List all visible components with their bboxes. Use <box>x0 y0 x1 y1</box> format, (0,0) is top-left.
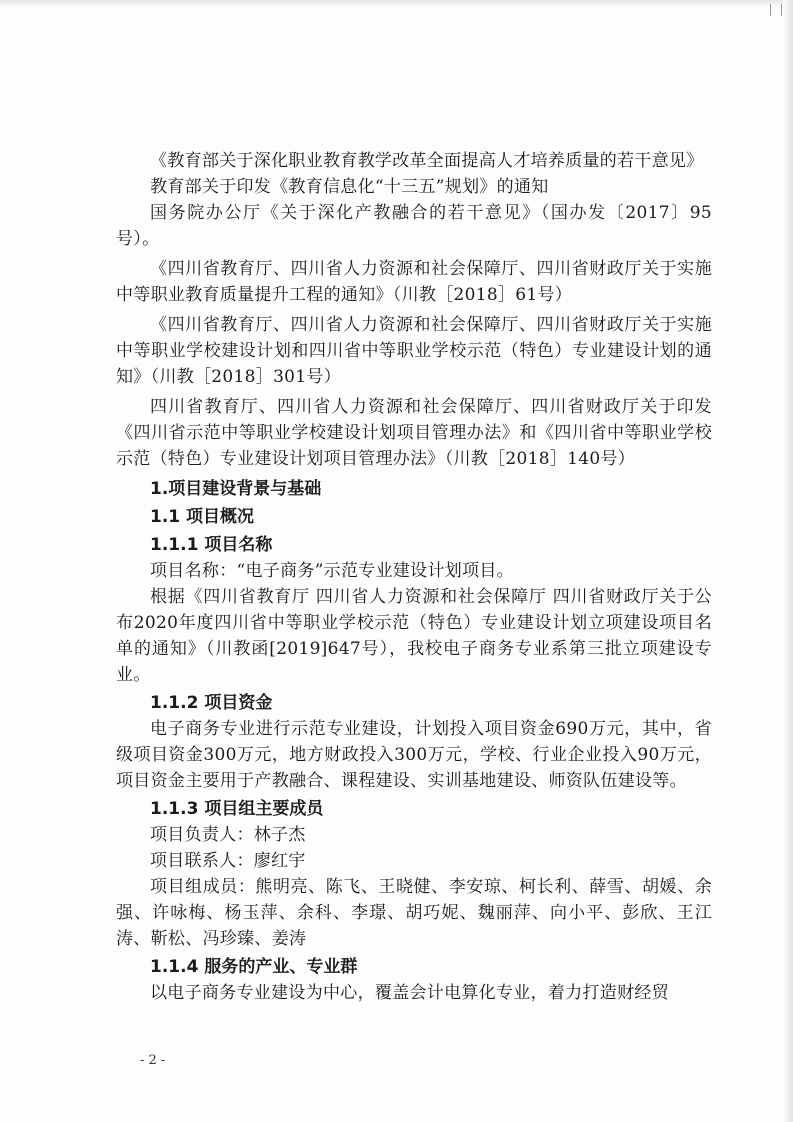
body-paragraph: 电子商务专业进行示范专业建设，计划投入项目资金690万元，其中，省级项目资金300万元，地方财政投入300万元，学校、行业企业投入90万元，项目资金主要用于产教融合、课程建设、实训基地建设、师资队伍建设等。 <box>116 719 712 791</box>
reference-paragraph: 《教育部关于深化职业教育教学改革全面提高人才培养质量的若干意见》 <box>150 151 704 171</box>
reference-paragraph: 《四川省教育厅、四川省人力资源和社会保障厅、四川省财政厅关于实施中等职业教育质量提升工程的通知》（川教［2018］61号） <box>116 259 712 305</box>
body-paragraph: 根据《四川省教育厅 四川省人力资源和社会保障厅 四川省财政厅关于公布2020年度四川省中等职业学校示范（特色）专业建设计划立项建设项目名单的通知》（川教函[2019]647号），我校电子商务专业系第三批立项建设专业。 <box>116 587 712 685</box>
subsubsection-heading: 1.1.2 项目资金 <box>150 693 273 713</box>
reference-paragraph: 国务院办公厅《关于深化产教融合的若干意见》（国办发〔2017〕95号）。 <box>116 203 712 249</box>
subsubsection-heading: 1.1.1 项目名称 <box>150 535 273 555</box>
subsubsection-heading: 1.1.4 服务的产业、专业群 <box>150 957 358 977</box>
body-paragraph: 项目组成员：熊明亮、陈飞、王晓健、李安琼、柯长利、薛雪、胡媛、余强、许咏梅、杨玉萍、余科、李璟、胡巧妮、魏丽萍、向小平、彭欣、王江涛、靳松、冯珍臻、姜涛 <box>116 877 712 949</box>
scan-edge-right <box>783 0 793 1122</box>
document-body <box>116 148 712 1006</box>
body-paragraph: 项目联系人：廖红宇 <box>150 851 306 871</box>
reference-paragraph: 教育部关于印发《教育信息化“十三五”规划》的通知 <box>150 177 549 197</box>
body-paragraph: 项目名称：“电子商务”示范专业建设计划项目。 <box>150 561 514 581</box>
body-paragraph: 项目负责人：林子杰 <box>150 825 306 845</box>
subsection-heading: 1.1 项目概况 <box>150 507 255 527</box>
body-paragraph: 以电子商务专业建设为中心，覆盖会计电算化专业，着力打造财经贸 <box>150 983 669 1003</box>
reference-paragraph: 《四川省教育厅、四川省人力资源和社会保障厅、四川省财政厅关于实施中等职业学校建设计划和四川省中等职业学校示范（特色）专业建设计划的通知》（川教［2018］301号） <box>116 315 712 387</box>
page-number: - 2 - <box>140 1053 166 1068</box>
reference-paragraph: 四川省教育厅、四川省人力资源和社会保障厅、四川省财政厅关于印发《四川省示范中等职业学校建设计划项目管理办法》和《四川省中等职业学校示范（特色）专业建设计划项目管理办法》（川教［2018］140号） <box>116 397 712 469</box>
subsubsection-heading: 1.1.3 项目组主要成员 <box>150 799 324 819</box>
section-heading: 1.项目建设背景与基础 <box>150 479 322 499</box>
scan-edge-top <box>0 0 793 8</box>
corner-mark <box>770 4 782 16</box>
